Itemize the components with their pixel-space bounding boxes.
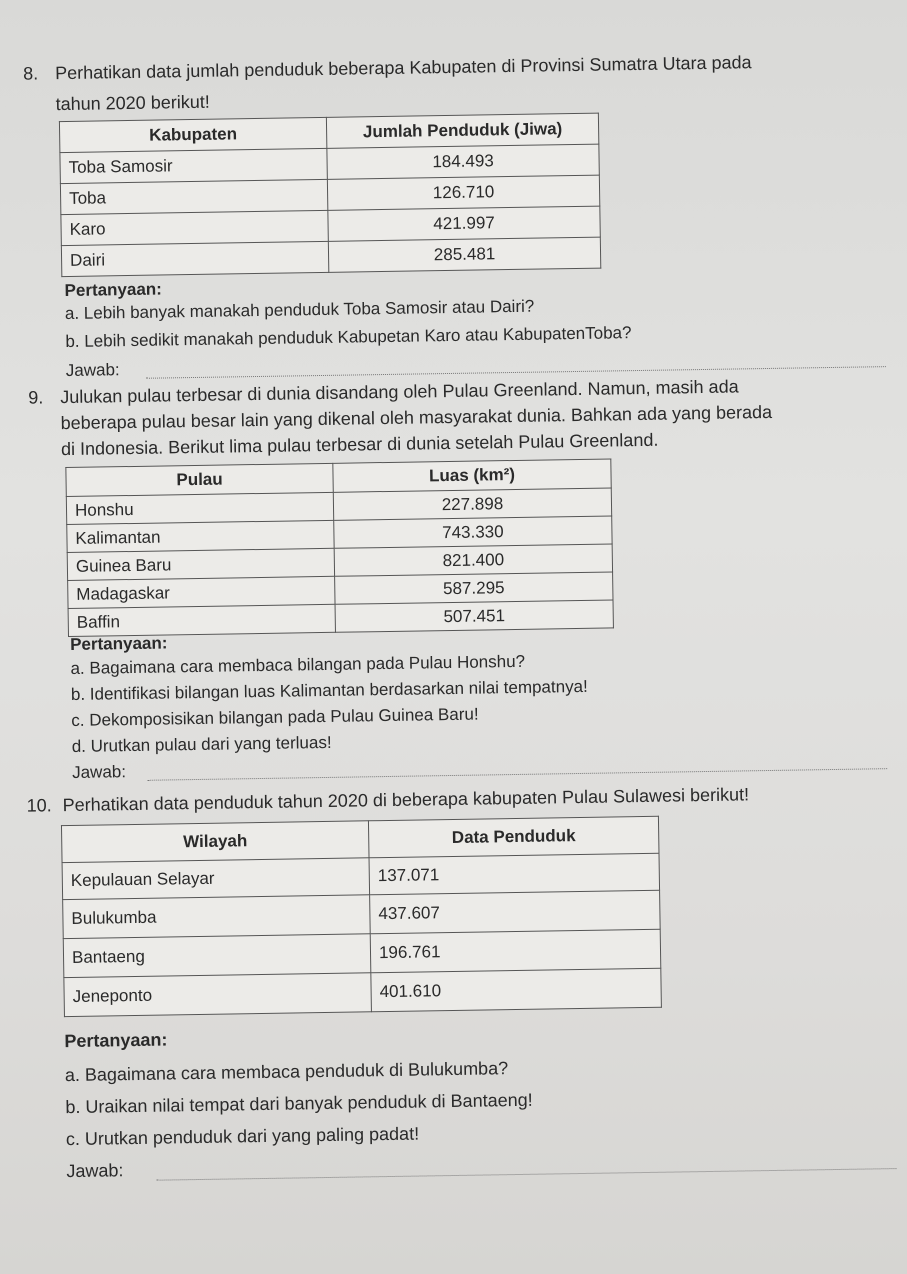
q9-table bbox=[65, 458, 614, 637]
table-header: Kabupaten bbox=[59, 117, 326, 152]
q9-intro-line3: di Indonesia. Berikut lima pulau terbesar di dunia setelah Pulau Greenland. bbox=[60, 429, 659, 460]
q8-intro-line1: Perhatikan data jumlah penduduk beberapa Kabupaten di Provinsi Sumatra Utara pada bbox=[54, 52, 752, 84]
q9-question-c: c. Dekomposisikan bilangan pada Pulau Guinea Baru! bbox=[71, 704, 479, 730]
q9-intro-line2: beberapa pulau besar lain yang dikenal oleh masyarakat dunia. Bahkan ada yang berada bbox=[60, 401, 773, 434]
table-cell: 401.610 bbox=[371, 968, 662, 1012]
table-cell: 126.710 bbox=[327, 175, 599, 210]
table-cell: Guinea Baru bbox=[67, 548, 334, 580]
q9-question-b: b. Identifikasi bilangan luas Kalimantan berdasarkan nilai tempatnya! bbox=[70, 676, 588, 704]
q9-question-d: d. Urutkan pulau dari yang terluas! bbox=[71, 732, 332, 756]
table-cell: 184.493 bbox=[327, 144, 599, 179]
table-cell: Toba Samosir bbox=[60, 148, 327, 183]
table-cell: Honshu bbox=[66, 492, 333, 524]
q8-question-b: b. Lebih sedikit manakah penduduk Kabupetan Karo atau KabupatenToba? bbox=[65, 323, 632, 352]
table-cell: Dairi bbox=[61, 241, 328, 276]
table-cell: Toba bbox=[60, 179, 327, 214]
q9-question-a: a. Bagaimana cara membaca bilangan pada Pulau Honshu? bbox=[70, 651, 526, 678]
q8-table bbox=[59, 113, 601, 277]
q10-jawab: Jawab: bbox=[66, 1160, 124, 1182]
table-cell: 421.997 bbox=[328, 206, 600, 241]
q10-question-a: a. Bagaimana cara membaca penduduk di Bulukumba? bbox=[64, 1058, 509, 1086]
table-header: Pulau bbox=[66, 463, 333, 496]
q8-answer-line[interactable] bbox=[146, 366, 886, 379]
q10-question-b: b. Uraikan nilai tempat dari banyak penduduk di Bantaeng! bbox=[65, 1089, 533, 1118]
table-cell: 196.761 bbox=[370, 929, 661, 973]
q8-question-a: a. Lebih banyak manakah penduduk Toba Samosir atau Dairi? bbox=[64, 296, 535, 324]
table-header: Wilayah bbox=[61, 821, 369, 863]
table-cell: Kalimantan bbox=[67, 520, 334, 552]
table-header: Jumlah Penduduk (Jiwa) bbox=[326, 113, 598, 148]
q10-table bbox=[61, 816, 662, 1017]
table-cell: 137.071 bbox=[369, 853, 660, 895]
q10-answer-line[interactable] bbox=[157, 1168, 897, 1181]
table-cell: Bulukumba bbox=[63, 895, 371, 939]
table-cell: Jeneponto bbox=[64, 973, 372, 1017]
q9-pertanyaan: Pertanyaan: bbox=[69, 633, 168, 654]
q10-number: 10. bbox=[26, 795, 52, 816]
q8-number: 8. bbox=[23, 63, 39, 84]
q9-intro-line1: Julukan pulau terbesar di dunia disandang oleh Pulau Greenland. Namun, masih ada bbox=[60, 376, 739, 408]
table-cell: 437.607 bbox=[370, 890, 661, 934]
table-header: Luas (km²) bbox=[333, 459, 611, 492]
table-cell: 821.400 bbox=[334, 544, 612, 576]
q8-jawab: Jawab: bbox=[65, 360, 120, 381]
table-cell: 227.898 bbox=[333, 488, 611, 520]
table-row bbox=[64, 968, 662, 1016]
q10-pertanyaan: Pertanyaan: bbox=[64, 1029, 168, 1052]
table-cell: Madagaskar bbox=[68, 576, 335, 608]
table-cell: Baffin bbox=[68, 604, 335, 636]
q8-pertanyaan: Pertanyaan: bbox=[64, 279, 163, 301]
q9-jawab: Jawab: bbox=[71, 762, 127, 782]
table-cell: 587.295 bbox=[335, 572, 613, 604]
q10-intro: Perhatikan data penduduk tahun 2020 di beberapa kabupaten Pulau Sulawesi berikut! bbox=[62, 784, 750, 816]
table-cell: 285.481 bbox=[328, 237, 600, 272]
q8-intro-line2: tahun 2020 berikut! bbox=[55, 91, 210, 115]
table-cell: Bantaeng bbox=[63, 934, 371, 978]
table-cell: 507.451 bbox=[335, 600, 613, 632]
table-cell: Kepulauan Selayar bbox=[62, 858, 370, 900]
q9-answer-line[interactable] bbox=[147, 768, 887, 781]
table-header: Data Penduduk bbox=[368, 816, 659, 858]
q10-question-c: c. Urutkan penduduk dari yang paling padat! bbox=[65, 1123, 420, 1150]
table-cell: 743.330 bbox=[334, 516, 612, 548]
table-cell: Karo bbox=[61, 210, 328, 245]
q9-number: 9. bbox=[28, 387, 44, 408]
